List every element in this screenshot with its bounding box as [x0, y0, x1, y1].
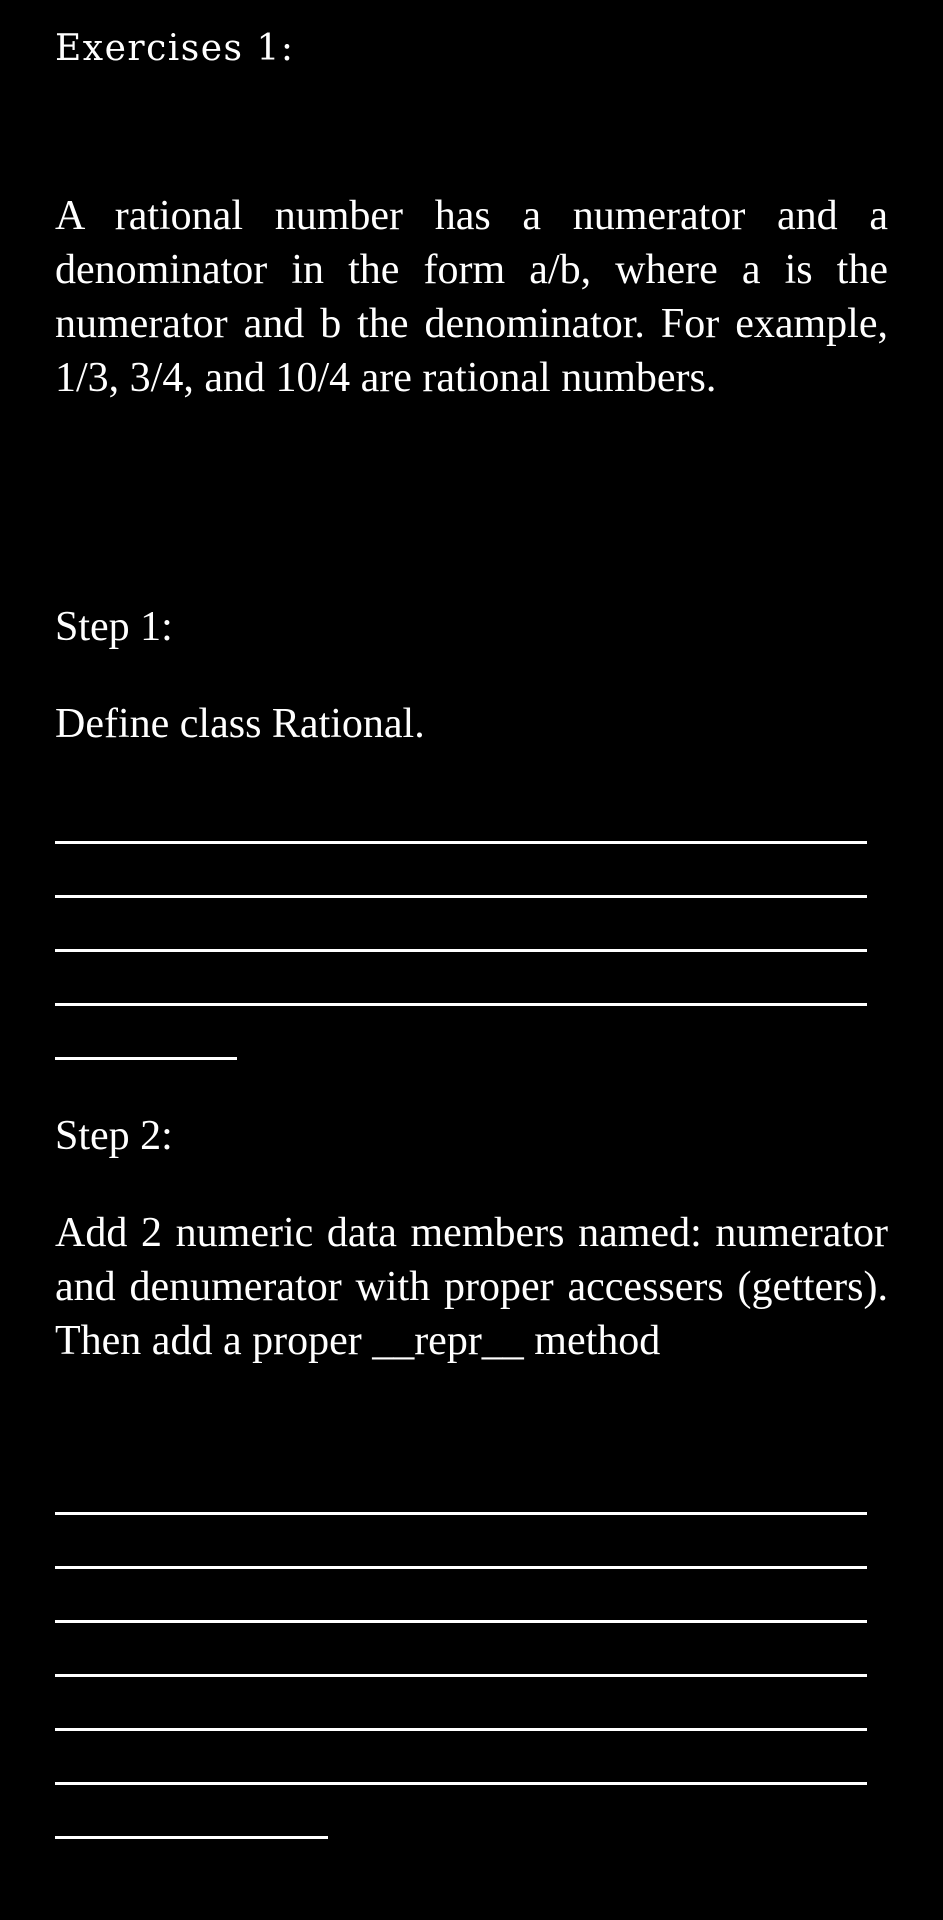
step-1-answer-line [55, 949, 867, 952]
exercise-heading: Exercises 1: [55, 28, 295, 69]
step-1-answer-line [55, 1057, 237, 1060]
step-2-answer-line [55, 1782, 867, 1785]
step-1-label: Step 1: [55, 604, 173, 650]
step-2-instruction: Add 2 numeric data members named: numerator and denumerator with proper accessers (getters). Then add a proper __repr__ method [55, 1210, 888, 1364]
step-2-answer-line [55, 1512, 867, 1515]
step-2-answer-line [55, 1620, 867, 1623]
step-2-label: Step 2: [55, 1113, 173, 1159]
step-2-answer-line [55, 1566, 867, 1569]
step-1-answer-line [55, 1003, 867, 1006]
step-2-answer-line [55, 1836, 328, 1839]
step-1-instruction: Define class Rational. [55, 701, 425, 747]
step-1-answer-line [55, 841, 867, 844]
step-1-answer-line [55, 895, 867, 898]
intro-paragraph: A rational number has a numerator and a denominator in the form a/b, where a is the numerator and b the denominator. For example, 1/3, 3/4, and 10/4 are rational numbers. [55, 193, 888, 401]
step-2-answer-line [55, 1728, 867, 1731]
step-2-answer-line [55, 1674, 867, 1677]
